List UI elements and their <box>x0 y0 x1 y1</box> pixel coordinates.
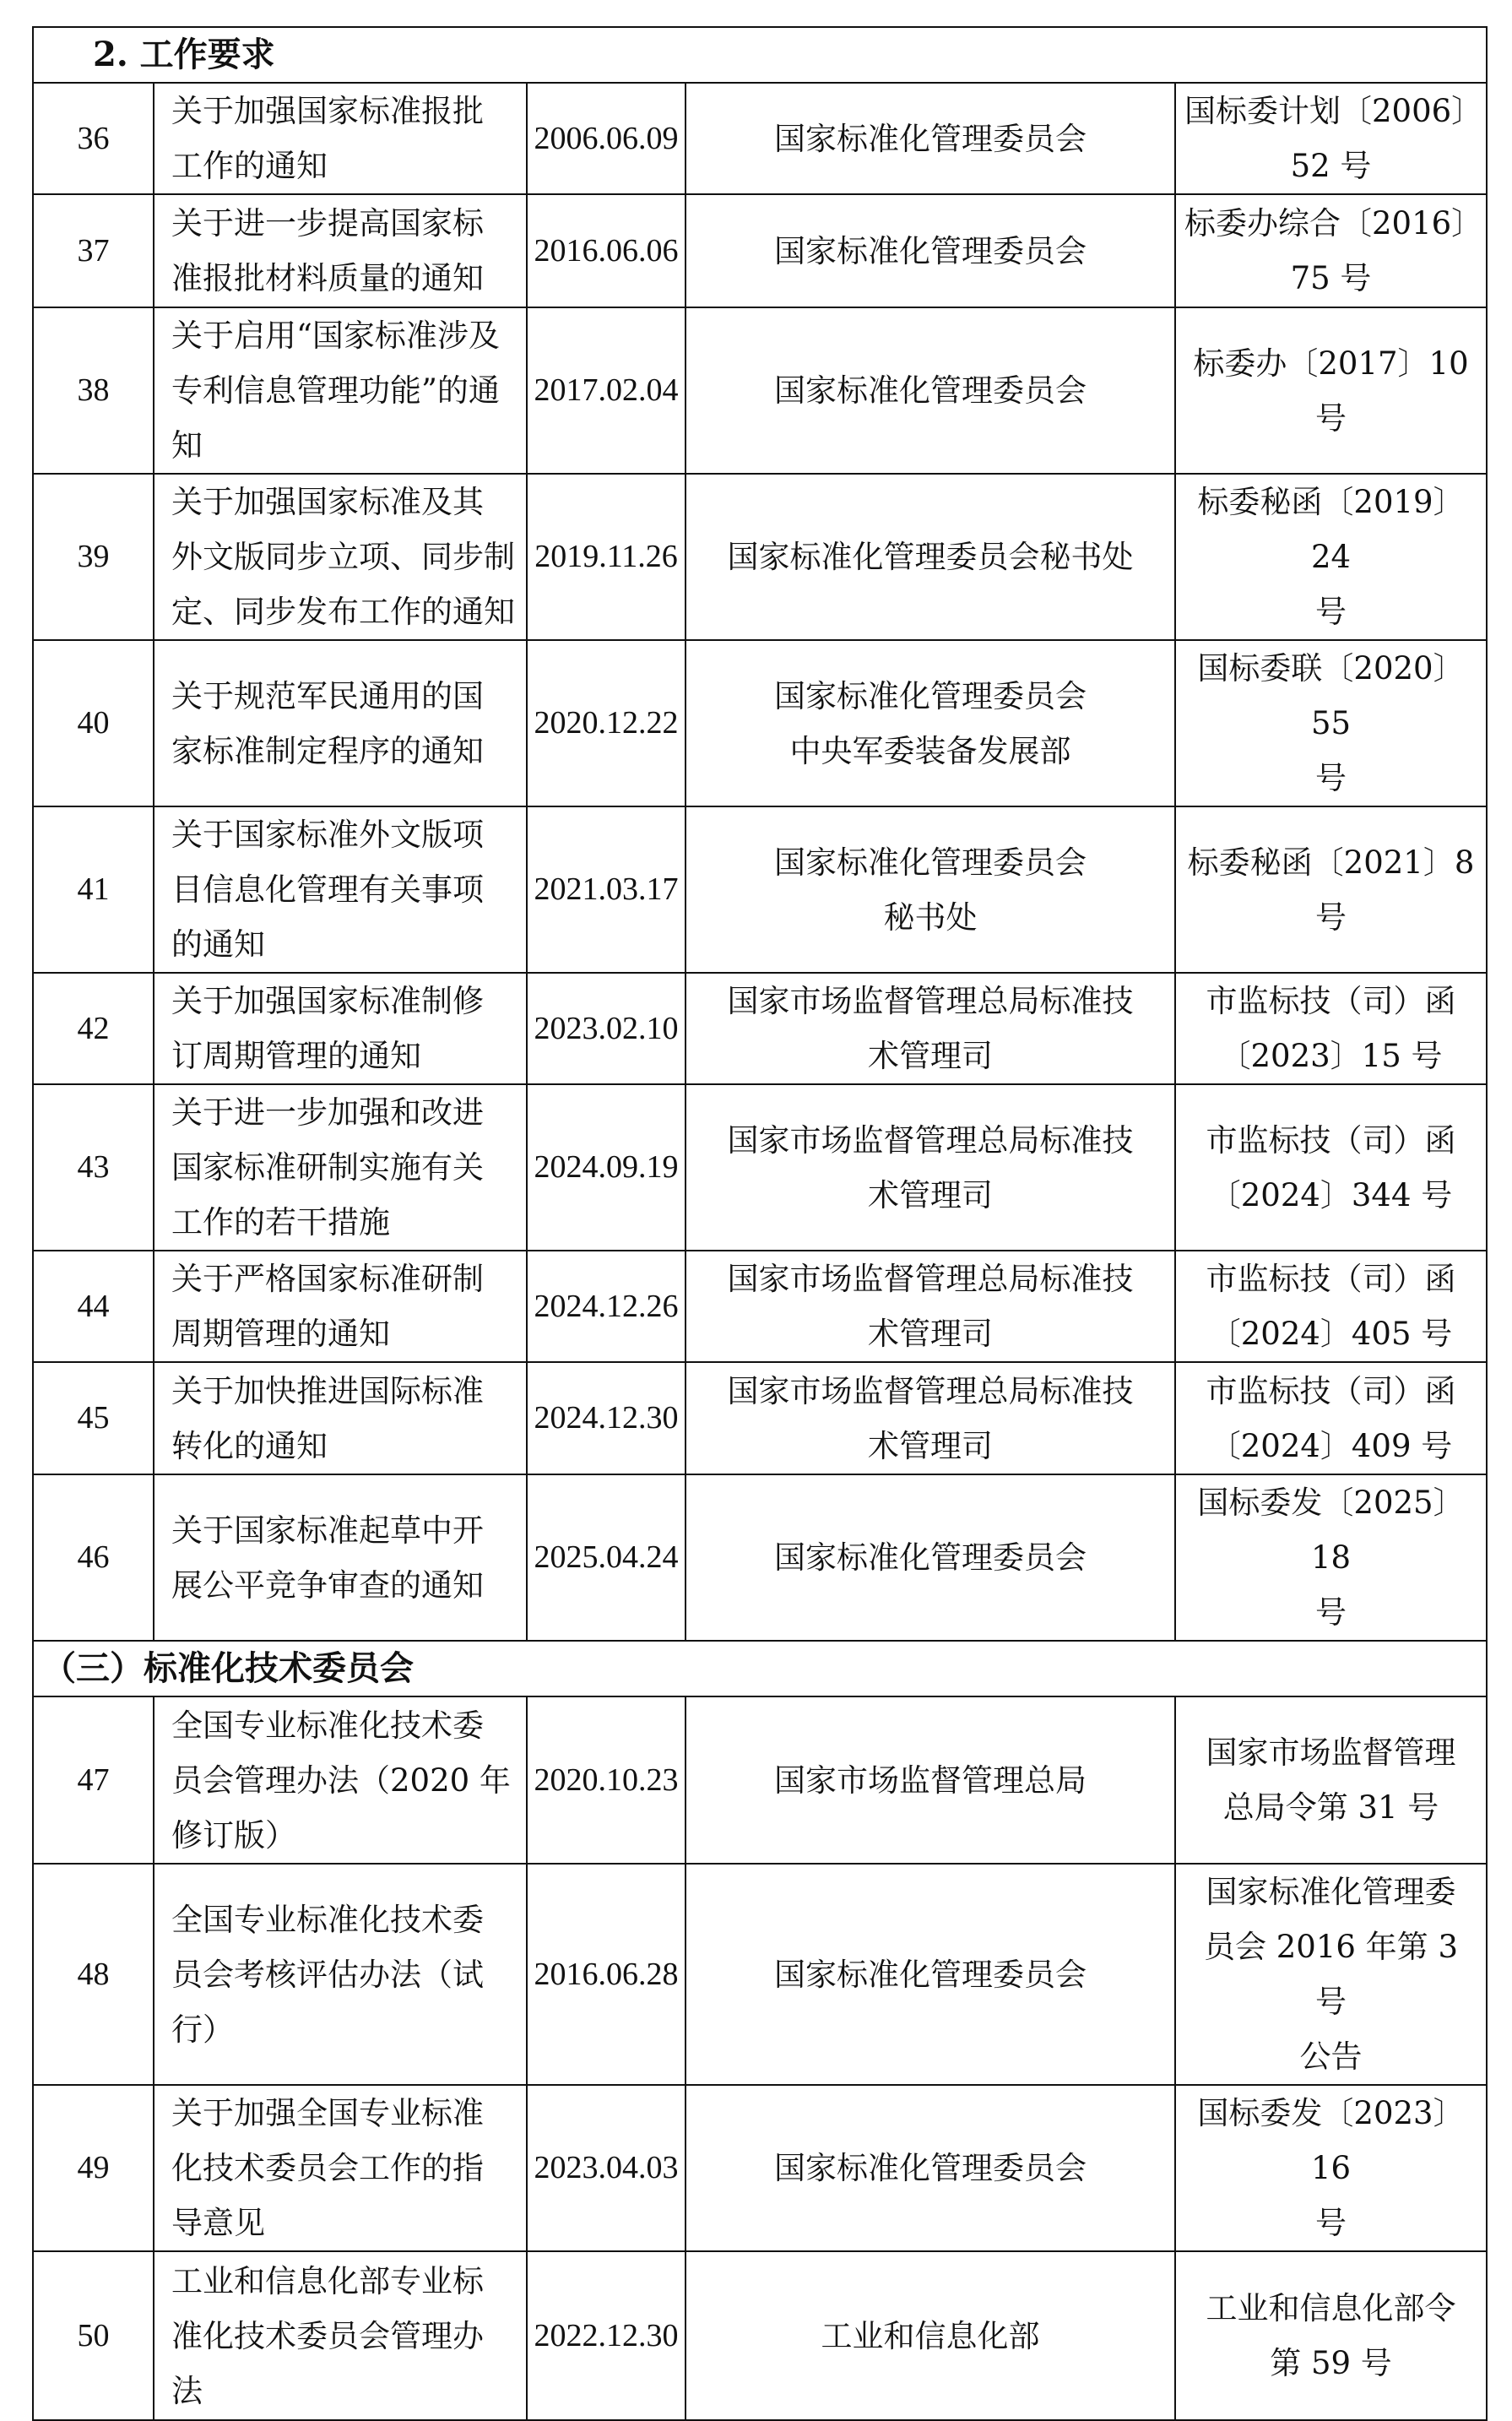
document-reference-line: 号 <box>1315 399 1347 437</box>
document-reference-line: 〔2024〕344 号 <box>1209 1176 1453 1213</box>
table-row <box>33 1864 1487 2085</box>
issue-date: 2016.06.06 <box>527 194 686 307</box>
issue-date: 2017.02.04 <box>527 307 686 474</box>
document-title-line: 关于加强国家标准制修 <box>171 983 484 1019</box>
issue-date: 2024.12.30 <box>527 1362 686 1474</box>
document-reference-line: 总局令第 31 号 <box>1222 1789 1439 1826</box>
issue-date: 2020.10.23 <box>527 1696 686 1864</box>
document-reference-number <box>1175 2251 1487 2420</box>
document-reference-line: 〔2023〕15 号 <box>1219 1038 1443 1074</box>
document-title <box>154 806 527 973</box>
document-reference-number <box>1175 973 1487 1084</box>
row-number: 42 <box>33 973 154 1084</box>
document-reference-line: 75 号 <box>1290 260 1372 296</box>
document-reference-number <box>1175 1084 1487 1251</box>
issue-date: 2023.02.10 <box>527 973 686 1084</box>
document-title-line: 国家标准研制实施有关 <box>171 1149 484 1186</box>
document-reference-line: 国家标准化管理委 <box>1206 1874 1456 1910</box>
document-reference-line: 国标委发〔2023〕16 <box>1197 2095 1465 2186</box>
document-reference-line: 标委秘函〔2019〕24 <box>1197 484 1465 575</box>
document-title-line: 关于进一步提高国家标 <box>171 205 484 242</box>
issuing-authority <box>686 1251 1175 1362</box>
issuing-authority-line: 术管理司 <box>868 1427 993 1464</box>
table-row <box>33 806 1487 973</box>
issuing-authority-line: 国家标准化管理委员会 <box>774 1956 1087 1993</box>
document-reference-number <box>1175 307 1487 474</box>
issue-date: 2021.03.17 <box>527 806 686 973</box>
document-reference-line: 市监标技（司）函 <box>1206 983 1456 1019</box>
row-number: 39 <box>33 474 154 640</box>
document-reference-number <box>1175 1362 1487 1474</box>
document-reference-number <box>1175 2085 1487 2251</box>
document-reference-line: 国标委计划〔2006〕 <box>1184 93 1483 129</box>
issuing-authority-line: 术管理司 <box>868 1176 993 1213</box>
issuing-authority-line: 国家标准化管理委员会 <box>774 677 1087 714</box>
row-number: 46 <box>33 1474 154 1641</box>
issuing-authority-line: 国家标准化管理委员会 <box>774 1539 1087 1576</box>
issuing-authority <box>686 83 1175 194</box>
row-number: 36 <box>33 83 154 194</box>
document-title-line: 关于进一步加强和改进 <box>171 1094 484 1131</box>
document-reference-line: 号 <box>1315 1594 1347 1631</box>
document-reference-line: 标委办综合〔2016〕 <box>1184 205 1483 242</box>
issuing-authority-line: 国家市场监督管理总局标准技 <box>727 1261 1134 1297</box>
document-title <box>154 1251 527 1362</box>
table-row <box>33 2251 1487 2420</box>
issuing-authority-line: 国家市场监督管理总局 <box>774 1761 1087 1799</box>
issuing-authority-line: 国家标准化管理委员会 <box>774 2150 1087 2186</box>
row-number: 41 <box>33 806 154 973</box>
document-reference-line: 标委秘函〔2021〕8 <box>1187 844 1475 881</box>
issuing-authority <box>686 1362 1175 1474</box>
document-title-line: 专利信息管理功能”的通 <box>171 372 500 409</box>
document-reference-number <box>1175 806 1487 973</box>
document-reference-line: 标委办〔2017〕10 <box>1193 345 1469 382</box>
document-reference-line: 号 <box>1315 594 1347 630</box>
table-row <box>33 640 1487 806</box>
table-row <box>33 1362 1487 1474</box>
document-reference-line: 工业和信息化部令 <box>1206 2290 1456 2326</box>
row-number: 37 <box>33 194 154 307</box>
document-reference-line: 公告 <box>1299 2038 1363 2075</box>
issue-date: 2020.12.22 <box>527 640 686 806</box>
row-number: 49 <box>33 2085 154 2251</box>
document-title-line: 关于严格国家标准研制 <box>171 1261 484 1297</box>
table-row <box>33 973 1487 1084</box>
issuing-authority <box>686 2085 1175 2251</box>
document-title <box>154 1362 527 1474</box>
document-title-line: 准报批材料质量的通知 <box>171 260 484 296</box>
document-title-line: 准化技术委员会管理办 <box>171 2317 484 2354</box>
issuing-authority <box>686 640 1175 806</box>
document-title-line: 工业和信息化部专业标 <box>171 2262 484 2299</box>
issuing-authority <box>686 474 1175 640</box>
issuing-authority-line: 国家市场监督管理总局标准技 <box>727 1372 1134 1409</box>
document-title-line: 全国专业标准化技术委 <box>171 1707 484 1744</box>
row-number: 48 <box>33 1864 154 2085</box>
section-heading: 2. 工作要求 <box>33 27 1487 83</box>
issue-date: 2006.06.09 <box>527 83 686 194</box>
document-title-line: 关于加强全国专业标准 <box>171 2095 484 2131</box>
section-heading-row <box>33 27 1487 83</box>
issuing-authority-line: 术管理司 <box>868 1038 993 1074</box>
row-number: 38 <box>33 307 154 474</box>
row-number: 43 <box>33 1084 154 1251</box>
document-reference-number <box>1175 194 1487 307</box>
document-title <box>154 194 527 307</box>
document-reference-line: 号 <box>1315 760 1347 796</box>
table-row <box>33 1251 1487 1362</box>
issue-date: 2022.12.30 <box>527 2251 686 2420</box>
issuing-authority-line: 国家市场监督管理总局标准技 <box>727 1121 1134 1159</box>
row-number: 40 <box>33 640 154 806</box>
document-reference-line: 52 号 <box>1290 148 1372 184</box>
document-reference-line: 国标委联〔2020〕55 <box>1197 650 1465 741</box>
document-title-line: 法 <box>171 2372 203 2409</box>
issuing-authority-line: 术管理司 <box>868 1316 993 1352</box>
issuing-authority <box>686 1474 1175 1641</box>
issuing-authority-line: 国家市场监督管理总局标准技 <box>727 983 1134 1019</box>
document-reference-line: 国家市场监督管理 <box>1206 1734 1456 1771</box>
document-title <box>154 1474 527 1641</box>
issuing-authority-line: 工业和信息化部 <box>821 2317 1040 2354</box>
issue-date: 2024.12.26 <box>527 1251 686 1362</box>
document-reference-line: 市监标技（司）函 <box>1206 1121 1456 1159</box>
table-row <box>33 1474 1487 1641</box>
table-row <box>33 474 1487 640</box>
document-title <box>154 83 527 194</box>
document-title-line: 转化的通知 <box>171 1427 328 1464</box>
document-title <box>154 1084 527 1251</box>
standards-document-table <box>32 26 1488 2421</box>
document-reference-line: 国标委发〔2025〕18 <box>1197 1485 1465 1576</box>
document-title-line: 修订版） <box>171 1816 296 1854</box>
document-reference-line: 〔2024〕409 号 <box>1209 1427 1453 1464</box>
document-reference-line: 市监标技（司）函 <box>1206 1372 1456 1409</box>
issuing-authority-line: 秘书处 <box>883 898 978 936</box>
document-title-line: 关于规范军民通用的国 <box>171 677 484 714</box>
issuing-authority-line: 国家标准化管理委员会 <box>774 844 1087 881</box>
issue-date: 2023.04.03 <box>527 2085 686 2251</box>
document-reference-number <box>1175 1696 1487 1864</box>
document-title <box>154 307 527 474</box>
document-title-line: 行） <box>171 2011 234 2048</box>
document-title-line: 员会考核评估办法（试 <box>171 1956 484 1993</box>
issue-date: 2024.09.19 <box>527 1084 686 1251</box>
issue-date: 2016.06.28 <box>527 1864 686 2085</box>
document-reference-line: 市监标技（司）函 <box>1206 1261 1456 1297</box>
issuing-authority-line: 国家标准化管理委员会 <box>774 372 1087 409</box>
issuing-authority <box>686 1864 1175 2085</box>
document-title-line: 导意见 <box>171 2205 265 2241</box>
document-title-line: 定、同步发布工作的通知 <box>171 594 515 630</box>
row-number: 47 <box>33 1696 154 1864</box>
document-reference-number <box>1175 1864 1487 2085</box>
document-title-line: 员会管理办法（2020 年 <box>171 1761 511 1799</box>
document-title-line: 家标准制定程序的通知 <box>171 732 484 769</box>
document-title-line: 关于加强国家标准及其 <box>171 484 484 520</box>
issue-date: 2025.04.24 <box>527 1474 686 1641</box>
issue-date: 2019.11.26 <box>527 474 686 640</box>
document-title <box>154 2251 527 2420</box>
document-title <box>154 640 527 806</box>
document-reference-line: 号 <box>1315 2205 1347 2241</box>
document-reference-line: 员会 2016 年第 3 号 <box>1204 1929 1458 2020</box>
table-row <box>33 1084 1487 1251</box>
section-heading: （三）标准化技术委员会 <box>33 1641 1487 1696</box>
document-title <box>154 1864 527 2085</box>
issuing-authority <box>686 1696 1175 1864</box>
issuing-authority-line: 国家标准化管理委员会 <box>774 120 1087 157</box>
document-title-line: 关于加强国家标准报批 <box>171 93 484 129</box>
document-title-line: 关于国家标准起草中开 <box>171 1512 484 1549</box>
document-title-line: 关于加快推进国际标准 <box>171 1372 484 1409</box>
document-reference-number <box>1175 640 1487 806</box>
issuing-authority <box>686 307 1175 474</box>
issuing-authority <box>686 1084 1175 1251</box>
row-number: 50 <box>33 2251 154 2420</box>
issuing-authority-line: 中央军委装备发展部 <box>789 732 1071 769</box>
issuing-authority <box>686 194 1175 307</box>
document-title-line: 外文版同步立项、同步制 <box>171 539 515 575</box>
document-title-line: 工作的通知 <box>171 148 328 184</box>
document-reference-line: 号 <box>1315 898 1347 936</box>
document-title-line: 关于国家标准外文版项 <box>171 817 484 853</box>
document-title <box>154 474 527 640</box>
issuing-authority-line: 国家标准化管理委员会 <box>774 232 1087 269</box>
document-reference-number <box>1175 1251 1487 1362</box>
document-title <box>154 1696 527 1864</box>
document-title <box>154 2085 527 2251</box>
document-title-line: 工作的若干措施 <box>171 1204 390 1240</box>
table-row <box>33 194 1487 307</box>
table-row <box>33 83 1487 194</box>
section-heading-row <box>33 1641 1487 1696</box>
row-number: 44 <box>33 1251 154 1362</box>
issuing-authority <box>686 806 1175 973</box>
document-title-line: 目信息化管理有关事项 <box>171 871 484 908</box>
document-title-line: 化技术委员会工作的指 <box>171 2150 484 2186</box>
document-reference-number <box>1175 83 1487 194</box>
row-number: 45 <box>33 1362 154 1474</box>
document-title-line: 知 <box>171 427 203 464</box>
document-reference-number <box>1175 1474 1487 1641</box>
document-reference-line: 〔2024〕405 号 <box>1209 1316 1453 1352</box>
issuing-authority <box>686 973 1175 1084</box>
document-title-line: 关于启用“国家标准涉及 <box>171 318 500 354</box>
document-title-line: 订周期管理的通知 <box>171 1038 421 1074</box>
document-title-line: 展公平竞争审查的通知 <box>171 1566 484 1604</box>
table-row <box>33 307 1487 474</box>
document-reference-line: 第 59 号 <box>1270 2345 1392 2381</box>
document-title <box>154 973 527 1084</box>
issuing-authority <box>686 2251 1175 2420</box>
table-row <box>33 2085 1487 2251</box>
issuing-authority-line: 国家标准化管理委员会秘书处 <box>727 539 1134 575</box>
table-row <box>33 1696 1487 1864</box>
document-reference-number <box>1175 474 1487 640</box>
document-title-line: 的通知 <box>171 926 265 963</box>
document-title-line: 全国专业标准化技术委 <box>171 1901 484 1938</box>
document-title-line: 周期管理的通知 <box>171 1316 390 1352</box>
